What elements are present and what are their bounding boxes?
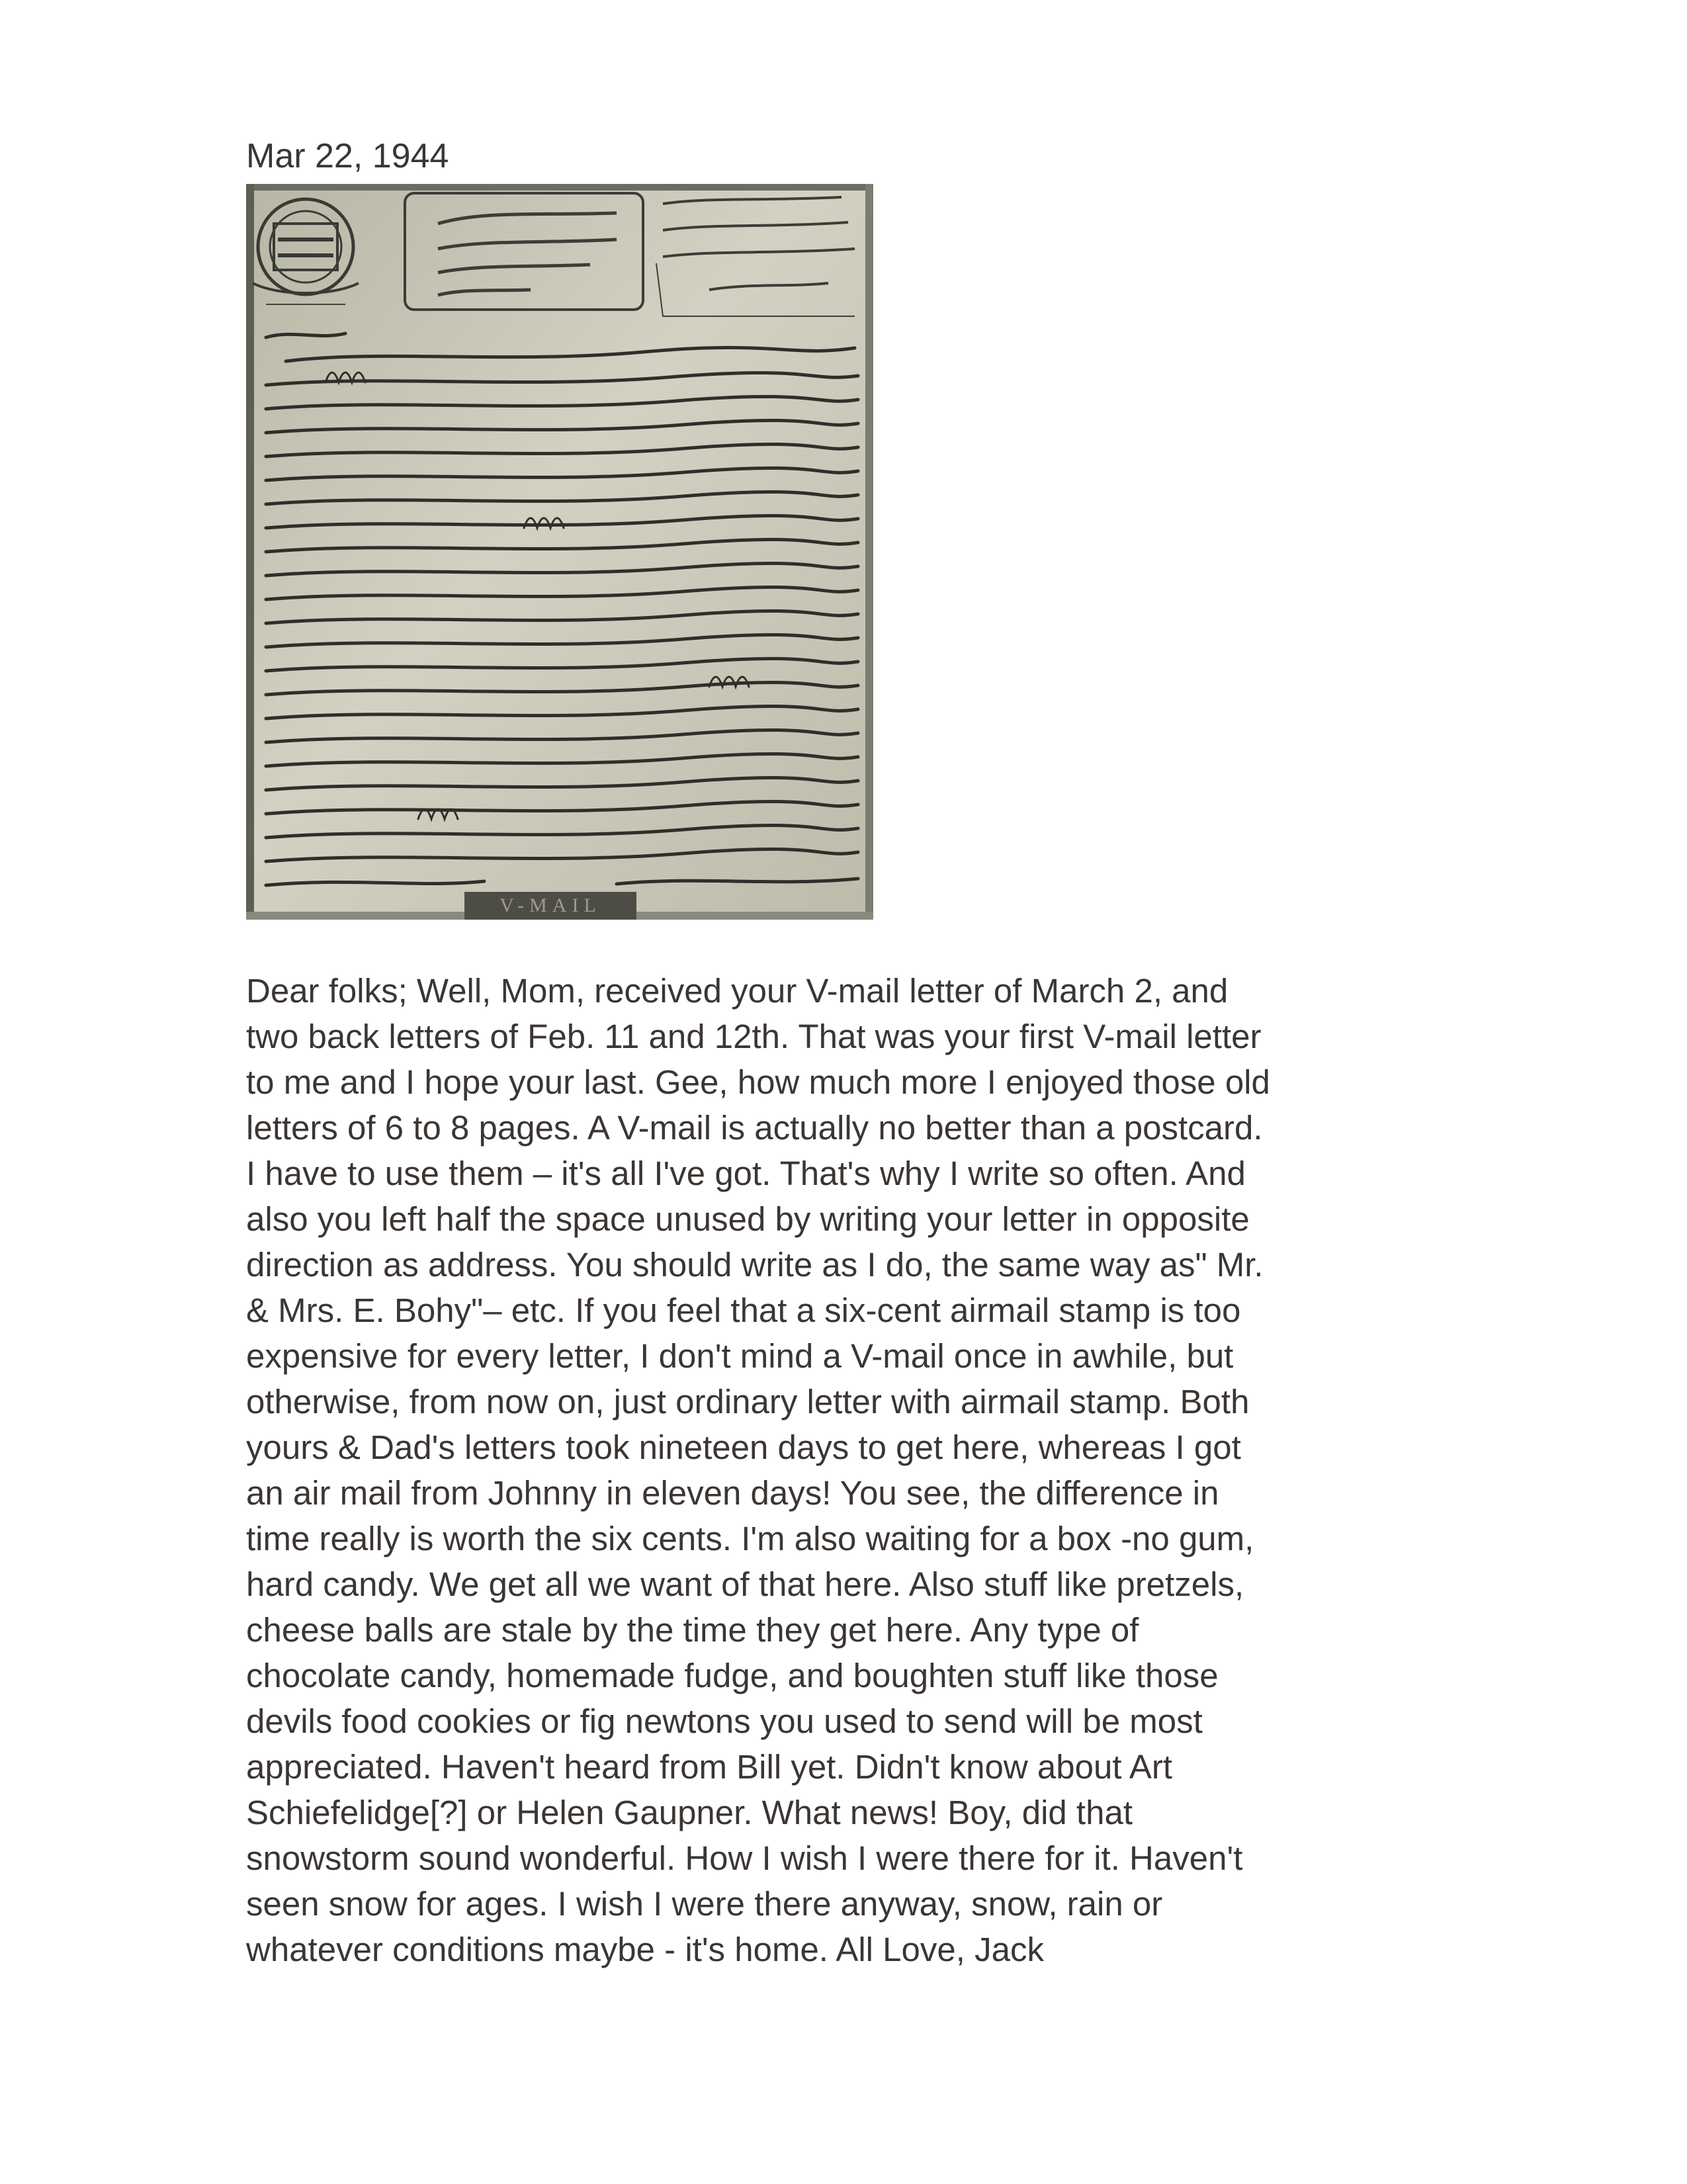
transcription-line: letters of 6 to 8 pages. A V-mail is actually no better than a postcard.	[246, 1109, 1263, 1147]
transcription-line: to me and I hope your last. Gee, how much more I enjoyed those old	[246, 1063, 1270, 1101]
transcription-line: Schiefelidge[?] or Helen Gaupner. What news! Boy, did that	[246, 1794, 1133, 1831]
transcription-line: I have to use them – it's all I've got. That's why I write so often. And	[246, 1155, 1246, 1192]
transcription-line: time really is worth the six cents. I'm also waiting for a box -no gum,	[246, 1520, 1254, 1557]
vmail-scan	[246, 184, 873, 920]
transcription-line: seen snow for ages. I wish I were there anyway, snow, rain or	[246, 1885, 1163, 1923]
transcription-line: expensive for every letter, I don't mind a V-mail once in awhile, but	[246, 1337, 1234, 1375]
transcription-line: & Mrs. E. Bohy"– etc. If you feel that a six-cent airmail stamp is too	[246, 1291, 1241, 1329]
transcription-line: devils food cookies or fig newtons you used to send will be most	[246, 1702, 1203, 1740]
transcription-line: yours & Dad's letters took nineteen days to get here, whereas I got	[246, 1428, 1241, 1466]
vmail-footer	[464, 892, 636, 920]
transcription-line: two back letters of Feb. 11 and 12th. That was your first V-mail letter	[246, 1018, 1262, 1055]
transcription-line: chocolate candy, homemade fudge, and boughten stuff like those	[246, 1657, 1219, 1694]
transcription-line: direction as address. You should write as I do, the same way as" Mr.	[246, 1246, 1264, 1284]
transcription-line: appreciated. Haven't heard from Bill yet. Didn't know about Art	[246, 1748, 1173, 1786]
transcription-line: also you left half the space unused by writing your letter in opposite	[246, 1200, 1250, 1238]
transcription-line: Dear folks; Well, Mom, received your V-mail letter of March 2, and	[246, 972, 1229, 1010]
transcription-line: whatever conditions maybe - it's home. All Love, Jack	[246, 1931, 1044, 1968]
transcription-line: an air mail from Johnny in eleven days! You see, the difference in	[246, 1474, 1219, 1512]
date-heading: Mar 22, 1944	[246, 137, 449, 175]
transcription-line: cheese balls are stale by the time they get here. Any type of	[246, 1611, 1139, 1649]
transcription-line: snowstorm sound wonderful. How I wish I were there for it. Haven't	[246, 1839, 1243, 1877]
vmail-letter-image	[246, 184, 873, 920]
letter-transcription	[246, 968, 1437, 1972]
transcription-line: otherwise, from now on, just ordinary letter with airmail stamp. Both	[246, 1383, 1250, 1420]
svg-text:V-MAIL: V-MAIL	[499, 895, 601, 916]
transcription-line: hard candy. We get all we want of that here. Also stuff like pretzels,	[246, 1565, 1244, 1603]
